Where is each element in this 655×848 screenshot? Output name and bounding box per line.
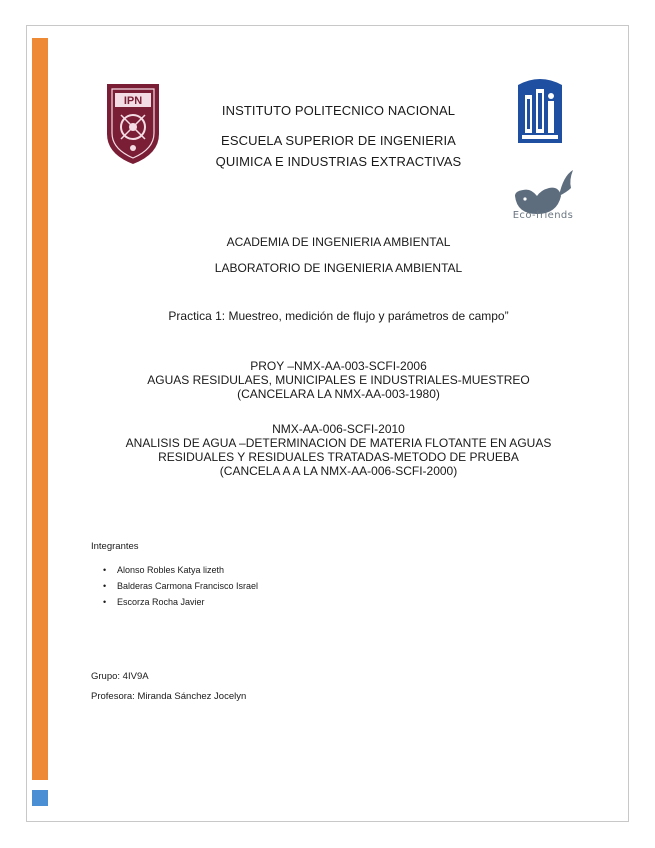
member-name: Alonso Robles Katya lizeth [117, 565, 225, 575]
bullet-icon: • [103, 597, 107, 607]
norm2-line2: RESIDUALES Y RESIDUALES TRATADAS-METODO DE PRUEBA [158, 450, 519, 464]
member-name: Escorza Rocha Javier [117, 597, 205, 607]
orange-side-bar [32, 38, 48, 780]
school-name-line2: QUIMICA E INDUSTRIAS EXTRACTIVAS [215, 154, 462, 169]
ipn-logo-letters: IPN [123, 95, 143, 107]
members-label: Integrantes [91, 541, 139, 552]
group-label: Grupo: 4IV9A [91, 671, 149, 682]
bullet-icon: • [103, 565, 107, 575]
list-item [91, 594, 258, 610]
school-name-line1: ESCUELA SUPERIOR DE INGENIERIA [221, 133, 456, 148]
list-item [91, 562, 258, 578]
norm2-note: (CANCELA A A LA NMX-AA-006-SCFI-2000) [219, 464, 458, 478]
academy-name: ACADEMIA DE INGENIERIA AMBIENTAL [226, 235, 451, 249]
bullet-icon: • [103, 581, 107, 591]
norm1-note: (CANCELARA LA NMX-AA-003-1980) [237, 387, 440, 401]
blue-corner-square [32, 790, 48, 806]
eco-friends-label: Eco-friends [512, 210, 574, 221]
members-list [91, 562, 258, 610]
norm2-code: NMX-AA-006-SCFI-2010 [272, 422, 405, 436]
member-name: Balderas Carmona Francisco Israel [117, 581, 259, 591]
teacher-label: Profesora: Miranda Sánchez Jocelyn [91, 691, 247, 702]
laboratory-name: LABORATORIO DE INGENIERIA AMBIENTAL [214, 261, 463, 275]
norm2-line1: ANALISIS DE AGUA –DETERMINACION DE MATERIA FLOTANTE EN AGUAS [125, 436, 552, 450]
norm1-name: AGUAS RESIDULAES, MUNICIPALES E INDUSTRIALES-MUESTREO [147, 373, 530, 387]
practice-title: Practica 1: Muestreo, medición de flujo y parámetros de campo” [168, 309, 509, 323]
norm1-code: PROY –NMX-AA-003-SCFI-2006 [250, 359, 427, 373]
institute-title: INSTITUTO POLITECNICO NACIONAL [221, 103, 456, 118]
list-item [91, 578, 258, 594]
